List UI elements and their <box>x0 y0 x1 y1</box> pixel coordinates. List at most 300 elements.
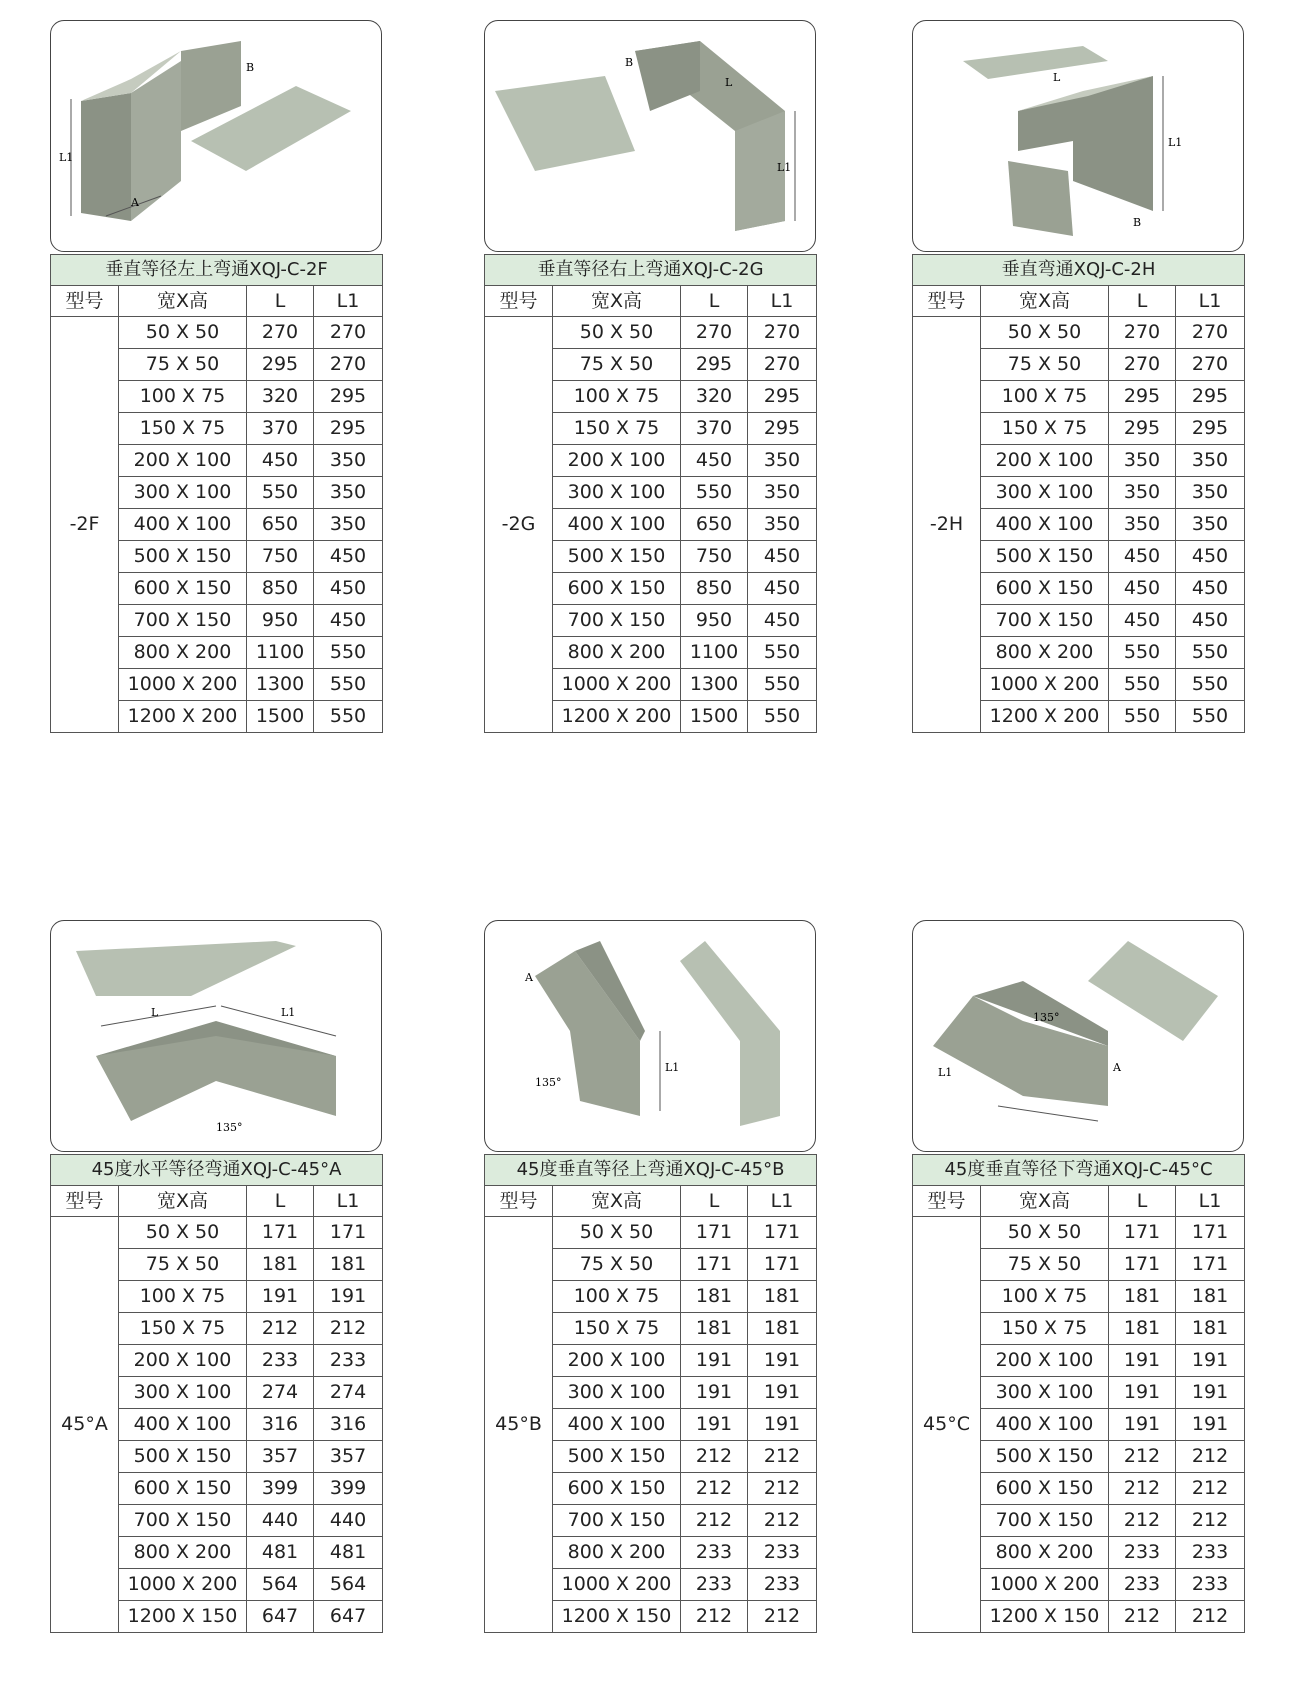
size-cell: 800 X 200 <box>553 1537 681 1569</box>
size-cell: 1000 X 200 <box>981 669 1109 701</box>
l-cell: 270 <box>1109 349 1176 381</box>
column-header-l1: L1 <box>314 1186 383 1217</box>
size-cell: 1200 X 150 <box>119 1601 247 1633</box>
label-l: L <box>725 76 733 89</box>
l-cell: 191 <box>1109 1409 1176 1441</box>
column-header-l: L <box>1109 286 1176 317</box>
l-cell: 295 <box>1109 413 1176 445</box>
size-cell: 500 X 150 <box>553 541 681 573</box>
l-cell: 450 <box>681 445 748 477</box>
product-photo-45b <box>484 920 816 1152</box>
size-cell: 150 X 75 <box>553 413 681 445</box>
size-cell: 800 X 200 <box>119 637 247 669</box>
l-cell: 1500 <box>247 701 314 733</box>
column-header-size: 宽X高 <box>981 286 1109 317</box>
l1-cell: 350 <box>748 509 817 541</box>
column-header-l: L <box>1109 1186 1176 1217</box>
tray-illustration <box>51 921 381 1151</box>
l-cell: 212 <box>681 1473 748 1505</box>
size-cell: 300 X 100 <box>981 1377 1109 1409</box>
l1-cell: 270 <box>748 349 817 381</box>
size-cell: 75 X 50 <box>553 349 681 381</box>
l-cell: 650 <box>681 509 748 541</box>
l-cell: 316 <box>247 1409 314 1441</box>
l-cell: 550 <box>247 477 314 509</box>
l1-cell: 550 <box>1176 637 1245 669</box>
size-cell: 150 X 75 <box>981 1313 1109 1345</box>
size-cell: 75 X 50 <box>981 349 1109 381</box>
l1-cell: 212 <box>1176 1601 1245 1633</box>
spec-table-2h <box>912 254 1245 733</box>
l1-cell: 440 <box>314 1505 383 1537</box>
l-cell: 450 <box>247 445 314 477</box>
size-cell: 200 X 100 <box>981 445 1109 477</box>
table-header-row <box>485 1186 817 1217</box>
l-cell: 370 <box>681 413 748 445</box>
l-cell: 450 <box>1109 605 1176 637</box>
l-cell: 191 <box>681 1377 748 1409</box>
column-header-l1: L1 <box>748 1186 817 1217</box>
column-header-model: 型号 <box>51 286 119 317</box>
size-cell: 600 X 150 <box>119 1473 247 1505</box>
size-cell: 600 X 150 <box>981 573 1109 605</box>
l1-cell: 450 <box>314 541 383 573</box>
model-cell: -2G <box>485 317 553 733</box>
l-cell: 370 <box>247 413 314 445</box>
l1-cell: 270 <box>314 349 383 381</box>
size-cell: 75 X 50 <box>119 349 247 381</box>
l1-cell: 171 <box>314 1217 383 1249</box>
label-b: B <box>246 61 255 74</box>
label-angle: 135° <box>1033 1011 1060 1024</box>
size-cell: 100 X 75 <box>119 381 247 413</box>
table-title-row <box>485 1155 817 1186</box>
table-title-row <box>51 255 383 286</box>
l1-cell: 350 <box>314 477 383 509</box>
product-photo-2h <box>912 20 1244 252</box>
size-cell: 100 X 75 <box>981 1281 1109 1313</box>
table-title: 垂直等径左上弯通XQJ-C-2F <box>51 255 383 286</box>
l-cell: 1100 <box>681 637 748 669</box>
size-cell: 500 X 150 <box>119 1441 247 1473</box>
model-cell: 45°C <box>913 1217 981 1633</box>
label-l1: L1 <box>777 161 792 174</box>
l-cell: 181 <box>1109 1281 1176 1313</box>
label-l1: L1 <box>938 1066 953 1079</box>
size-cell: 1000 X 200 <box>981 1569 1109 1601</box>
l1-cell: 647 <box>314 1601 383 1633</box>
l-cell: 647 <box>247 1601 314 1633</box>
size-cell: 500 X 150 <box>553 1441 681 1473</box>
l1-cell: 350 <box>314 509 383 541</box>
size-cell: 300 X 100 <box>981 477 1109 509</box>
l-cell: 212 <box>681 1505 748 1537</box>
label-b: B <box>625 56 634 69</box>
l1-cell: 191 <box>1176 1409 1245 1441</box>
l-cell: 550 <box>1109 701 1176 733</box>
l-cell: 191 <box>681 1345 748 1377</box>
l1-cell: 212 <box>748 1441 817 1473</box>
l1-cell: 564 <box>314 1569 383 1601</box>
l-cell: 191 <box>1109 1377 1176 1409</box>
l1-cell: 274 <box>314 1377 383 1409</box>
size-cell: 1200 X 150 <box>553 1601 681 1633</box>
l1-cell: 270 <box>314 317 383 349</box>
l1-cell: 481 <box>314 1537 383 1569</box>
l1-cell: 450 <box>1176 541 1245 573</box>
l-cell: 212 <box>1109 1441 1176 1473</box>
column-header-l1: L1 <box>314 286 383 317</box>
label-l: L <box>1053 71 1061 84</box>
size-cell: 700 X 150 <box>553 1505 681 1537</box>
l1-cell: 316 <box>314 1409 383 1441</box>
table-title: 45度垂直等径下弯通XQJ-C-45°C <box>913 1155 1245 1186</box>
l-cell: 233 <box>681 1537 748 1569</box>
l1-cell: 550 <box>1176 669 1245 701</box>
l-cell: 550 <box>1109 669 1176 701</box>
size-cell: 500 X 150 <box>981 541 1109 573</box>
l1-cell: 233 <box>748 1537 817 1569</box>
table-header-row <box>913 1186 1245 1217</box>
size-cell: 700 X 150 <box>981 605 1109 637</box>
l1-cell: 399 <box>314 1473 383 1505</box>
table-row <box>485 317 817 349</box>
column-header-l1: L1 <box>1176 286 1245 317</box>
size-cell: 100 X 75 <box>553 1281 681 1313</box>
l1-cell: 191 <box>314 1281 383 1313</box>
spec-table-45c <box>912 1154 1245 1633</box>
l-cell: 233 <box>247 1345 314 1377</box>
l1-cell: 350 <box>1176 477 1245 509</box>
label-l1: L1 <box>281 1006 296 1019</box>
l1-cell: 350 <box>1176 509 1245 541</box>
l1-cell: 295 <box>1176 381 1245 413</box>
l1-cell: 171 <box>748 1249 817 1281</box>
size-cell: 300 X 100 <box>553 1377 681 1409</box>
l1-cell: 270 <box>1176 317 1245 349</box>
l1-cell: 450 <box>314 605 383 637</box>
l1-cell: 550 <box>748 701 817 733</box>
size-cell: 700 X 150 <box>553 605 681 637</box>
l-cell: 171 <box>681 1217 748 1249</box>
l-cell: 350 <box>1109 477 1176 509</box>
size-cell: 800 X 200 <box>981 1537 1109 1569</box>
l-cell: 550 <box>681 477 748 509</box>
product-photo-45c <box>912 920 1244 1152</box>
l-cell: 270 <box>681 317 748 349</box>
size-cell: 700 X 150 <box>119 605 247 637</box>
l1-cell: 270 <box>1176 349 1245 381</box>
size-cell: 75 X 50 <box>119 1249 247 1281</box>
l1-cell: 181 <box>748 1313 817 1345</box>
l-cell: 233 <box>681 1569 748 1601</box>
l1-cell: 295 <box>748 413 817 445</box>
size-cell: 50 X 50 <box>119 317 247 349</box>
l1-cell: 191 <box>748 1345 817 1377</box>
table-header-row <box>51 1186 383 1217</box>
l1-cell: 171 <box>1176 1217 1245 1249</box>
l1-cell: 191 <box>1176 1377 1245 1409</box>
tray-illustration <box>913 921 1243 1151</box>
l-cell: 1500 <box>681 701 748 733</box>
l-cell: 212 <box>1109 1601 1176 1633</box>
l-cell: 440 <box>247 1505 314 1537</box>
tray-illustration <box>913 21 1243 251</box>
column-header-model: 型号 <box>51 1186 119 1217</box>
l1-cell: 212 <box>1176 1441 1245 1473</box>
spec-table-45a <box>50 1154 383 1633</box>
size-cell: 300 X 100 <box>119 477 247 509</box>
label-l1: L1 <box>59 151 74 164</box>
l-cell: 1100 <box>247 637 314 669</box>
product-photo-2f <box>50 20 382 252</box>
size-cell: 50 X 50 <box>981 1217 1109 1249</box>
l1-cell: 191 <box>748 1409 817 1441</box>
size-cell: 100 X 75 <box>553 381 681 413</box>
table-title-row <box>485 255 817 286</box>
l-cell: 181 <box>681 1281 748 1313</box>
column-header-model: 型号 <box>485 1186 553 1217</box>
model-cell: -2H <box>913 317 981 733</box>
label-angle: 135° <box>535 1076 562 1089</box>
l-cell: 1300 <box>247 669 314 701</box>
size-cell: 200 X 100 <box>553 1345 681 1377</box>
l-cell: 550 <box>1109 637 1176 669</box>
column-header-size: 宽X高 <box>553 1186 681 1217</box>
column-header-model: 型号 <box>913 1186 981 1217</box>
product-photo-2g <box>484 20 816 252</box>
table-header-row <box>913 286 1245 317</box>
size-cell: 200 X 100 <box>119 445 247 477</box>
l-cell: 191 <box>1109 1345 1176 1377</box>
l1-cell: 550 <box>314 637 383 669</box>
l-cell: 181 <box>247 1249 314 1281</box>
size-cell: 1200 X 200 <box>119 701 247 733</box>
size-cell: 50 X 50 <box>553 1217 681 1249</box>
l1-cell: 550 <box>314 669 383 701</box>
l-cell: 270 <box>247 317 314 349</box>
l-cell: 295 <box>247 349 314 381</box>
l1-cell: 350 <box>1176 445 1245 477</box>
table-title-row <box>913 255 1245 286</box>
column-header-size: 宽X高 <box>553 286 681 317</box>
size-cell: 50 X 50 <box>119 1217 247 1249</box>
table-title: 垂直等径右上弯通XQJ-C-2G <box>485 255 817 286</box>
column-header-l1: L1 <box>748 286 817 317</box>
l-cell: 1300 <box>681 669 748 701</box>
l1-cell: 270 <box>748 317 817 349</box>
l1-cell: 450 <box>748 605 817 637</box>
l-cell: 564 <box>247 1569 314 1601</box>
size-cell: 800 X 200 <box>981 637 1109 669</box>
l-cell: 171 <box>681 1249 748 1281</box>
size-cell: 500 X 150 <box>981 1441 1109 1473</box>
column-header-model: 型号 <box>485 286 553 317</box>
size-cell: 75 X 50 <box>981 1249 1109 1281</box>
table-title: 45度水平等径弯通XQJ-C-45°A <box>51 1155 383 1186</box>
l-cell: 350 <box>1109 445 1176 477</box>
l-cell: 850 <box>681 573 748 605</box>
table-title: 垂直弯通XQJ-C-2H <box>913 255 1245 286</box>
l1-cell: 191 <box>1176 1345 1245 1377</box>
l-cell: 171 <box>1109 1249 1176 1281</box>
column-header-l: L <box>247 286 314 317</box>
label-l: L <box>151 1006 159 1019</box>
l-cell: 233 <box>1109 1537 1176 1569</box>
size-cell: 400 X 100 <box>553 1409 681 1441</box>
l1-cell: 233 <box>748 1569 817 1601</box>
size-cell: 1200 X 200 <box>981 701 1109 733</box>
l1-cell: 171 <box>1176 1249 1245 1281</box>
l1-cell: 350 <box>748 445 817 477</box>
size-cell: 300 X 100 <box>119 1377 247 1409</box>
size-cell: 1000 X 200 <box>119 669 247 701</box>
l-cell: 212 <box>1109 1473 1176 1505</box>
l1-cell: 212 <box>748 1505 817 1537</box>
label-l1: L1 <box>665 1061 680 1074</box>
l1-cell: 295 <box>1176 413 1245 445</box>
size-cell: 600 X 150 <box>553 573 681 605</box>
l1-cell: 295 <box>314 413 383 445</box>
l1-cell: 450 <box>1176 573 1245 605</box>
table-row <box>51 1217 383 1249</box>
l1-cell: 212 <box>748 1601 817 1633</box>
size-cell: 1000 X 200 <box>553 669 681 701</box>
l-cell: 295 <box>681 349 748 381</box>
l1-cell: 450 <box>748 573 817 605</box>
l1-cell: 212 <box>1176 1505 1245 1537</box>
l-cell: 450 <box>1109 573 1176 605</box>
l-cell: 320 <box>681 381 748 413</box>
model-cell: 45°B <box>485 1217 553 1633</box>
l-cell: 750 <box>681 541 748 573</box>
l1-cell: 550 <box>748 637 817 669</box>
table-header-row <box>51 286 383 317</box>
l-cell: 212 <box>681 1441 748 1473</box>
size-cell: 150 X 75 <box>119 413 247 445</box>
l-cell: 650 <box>247 509 314 541</box>
l-cell: 171 <box>247 1217 314 1249</box>
l1-cell: 212 <box>1176 1473 1245 1505</box>
l1-cell: 181 <box>1176 1281 1245 1313</box>
size-cell: 700 X 150 <box>981 1505 1109 1537</box>
tray-illustration <box>485 921 815 1151</box>
l-cell: 295 <box>1109 381 1176 413</box>
label-a: A <box>131 196 139 209</box>
l-cell: 850 <box>247 573 314 605</box>
size-cell: 400 X 100 <box>981 509 1109 541</box>
l1-cell: 233 <box>314 1345 383 1377</box>
l1-cell: 295 <box>748 381 817 413</box>
table-header-row <box>485 286 817 317</box>
l-cell: 950 <box>247 605 314 637</box>
l1-cell: 212 <box>748 1473 817 1505</box>
size-cell: 400 X 100 <box>981 1409 1109 1441</box>
l1-cell: 181 <box>748 1281 817 1313</box>
size-cell: 300 X 100 <box>553 477 681 509</box>
l1-cell: 233 <box>1176 1537 1245 1569</box>
l1-cell: 171 <box>748 1217 817 1249</box>
l1-cell: 212 <box>314 1313 383 1345</box>
table-title: 45度垂直等径上弯通XQJ-C-45°B <box>485 1155 817 1186</box>
l1-cell: 233 <box>1176 1569 1245 1601</box>
l1-cell: 181 <box>1176 1313 1245 1345</box>
size-cell: 1200 X 200 <box>553 701 681 733</box>
l-cell: 399 <box>247 1473 314 1505</box>
size-cell: 600 X 150 <box>553 1473 681 1505</box>
l-cell: 950 <box>681 605 748 637</box>
l-cell: 233 <box>1109 1569 1176 1601</box>
l-cell: 212 <box>1109 1505 1176 1537</box>
l-cell: 750 <box>247 541 314 573</box>
size-cell: 700 X 150 <box>119 1505 247 1537</box>
size-cell: 1200 X 150 <box>981 1601 1109 1633</box>
l-cell: 181 <box>1109 1313 1176 1345</box>
label-b: B <box>1133 216 1142 229</box>
column-header-l: L <box>681 1186 748 1217</box>
column-header-model: 型号 <box>913 286 981 317</box>
model-cell: 45°A <box>51 1217 119 1633</box>
model-cell: -2F <box>51 317 119 733</box>
tray-illustration <box>485 21 815 251</box>
l-cell: 191 <box>247 1281 314 1313</box>
l-cell: 357 <box>247 1441 314 1473</box>
size-cell: 1000 X 200 <box>119 1569 247 1601</box>
column-header-size: 宽X高 <box>119 1186 247 1217</box>
size-cell: 200 X 100 <box>981 1345 1109 1377</box>
l-cell: 171 <box>1109 1217 1176 1249</box>
l1-cell: 550 <box>314 701 383 733</box>
size-cell: 1000 X 200 <box>553 1569 681 1601</box>
label-a: A <box>1113 1061 1121 1074</box>
label-angle: 135° <box>216 1121 243 1134</box>
size-cell: 100 X 75 <box>119 1281 247 1313</box>
l1-cell: 550 <box>1176 701 1245 733</box>
size-cell: 200 X 100 <box>553 445 681 477</box>
size-cell: 800 X 200 <box>553 637 681 669</box>
size-cell: 150 X 75 <box>981 413 1109 445</box>
l-cell: 450 <box>1109 541 1176 573</box>
size-cell: 150 X 75 <box>119 1313 247 1345</box>
l1-cell: 450 <box>748 541 817 573</box>
column-header-l: L <box>681 286 748 317</box>
table-title-row <box>51 1155 383 1186</box>
l1-cell: 295 <box>314 381 383 413</box>
l-cell: 270 <box>1109 317 1176 349</box>
l-cell: 212 <box>247 1313 314 1345</box>
spec-table-2f <box>50 254 383 733</box>
size-cell: 400 X 100 <box>119 1409 247 1441</box>
size-cell: 50 X 50 <box>981 317 1109 349</box>
l-cell: 212 <box>681 1601 748 1633</box>
table-title-row <box>913 1155 1245 1186</box>
l-cell: 320 <box>247 381 314 413</box>
l1-cell: 350 <box>314 445 383 477</box>
size-cell: 400 X 100 <box>553 509 681 541</box>
size-cell: 150 X 75 <box>553 1313 681 1345</box>
table-row <box>913 317 1245 349</box>
size-cell: 800 X 200 <box>119 1537 247 1569</box>
column-header-size: 宽X高 <box>119 286 247 317</box>
column-header-size: 宽X高 <box>981 1186 1109 1217</box>
size-cell: 50 X 50 <box>553 317 681 349</box>
l1-cell: 450 <box>314 573 383 605</box>
size-cell: 600 X 150 <box>981 1473 1109 1505</box>
l1-cell: 357 <box>314 1441 383 1473</box>
table-row <box>51 317 383 349</box>
table-row <box>485 1217 817 1249</box>
l-cell: 350 <box>1109 509 1176 541</box>
